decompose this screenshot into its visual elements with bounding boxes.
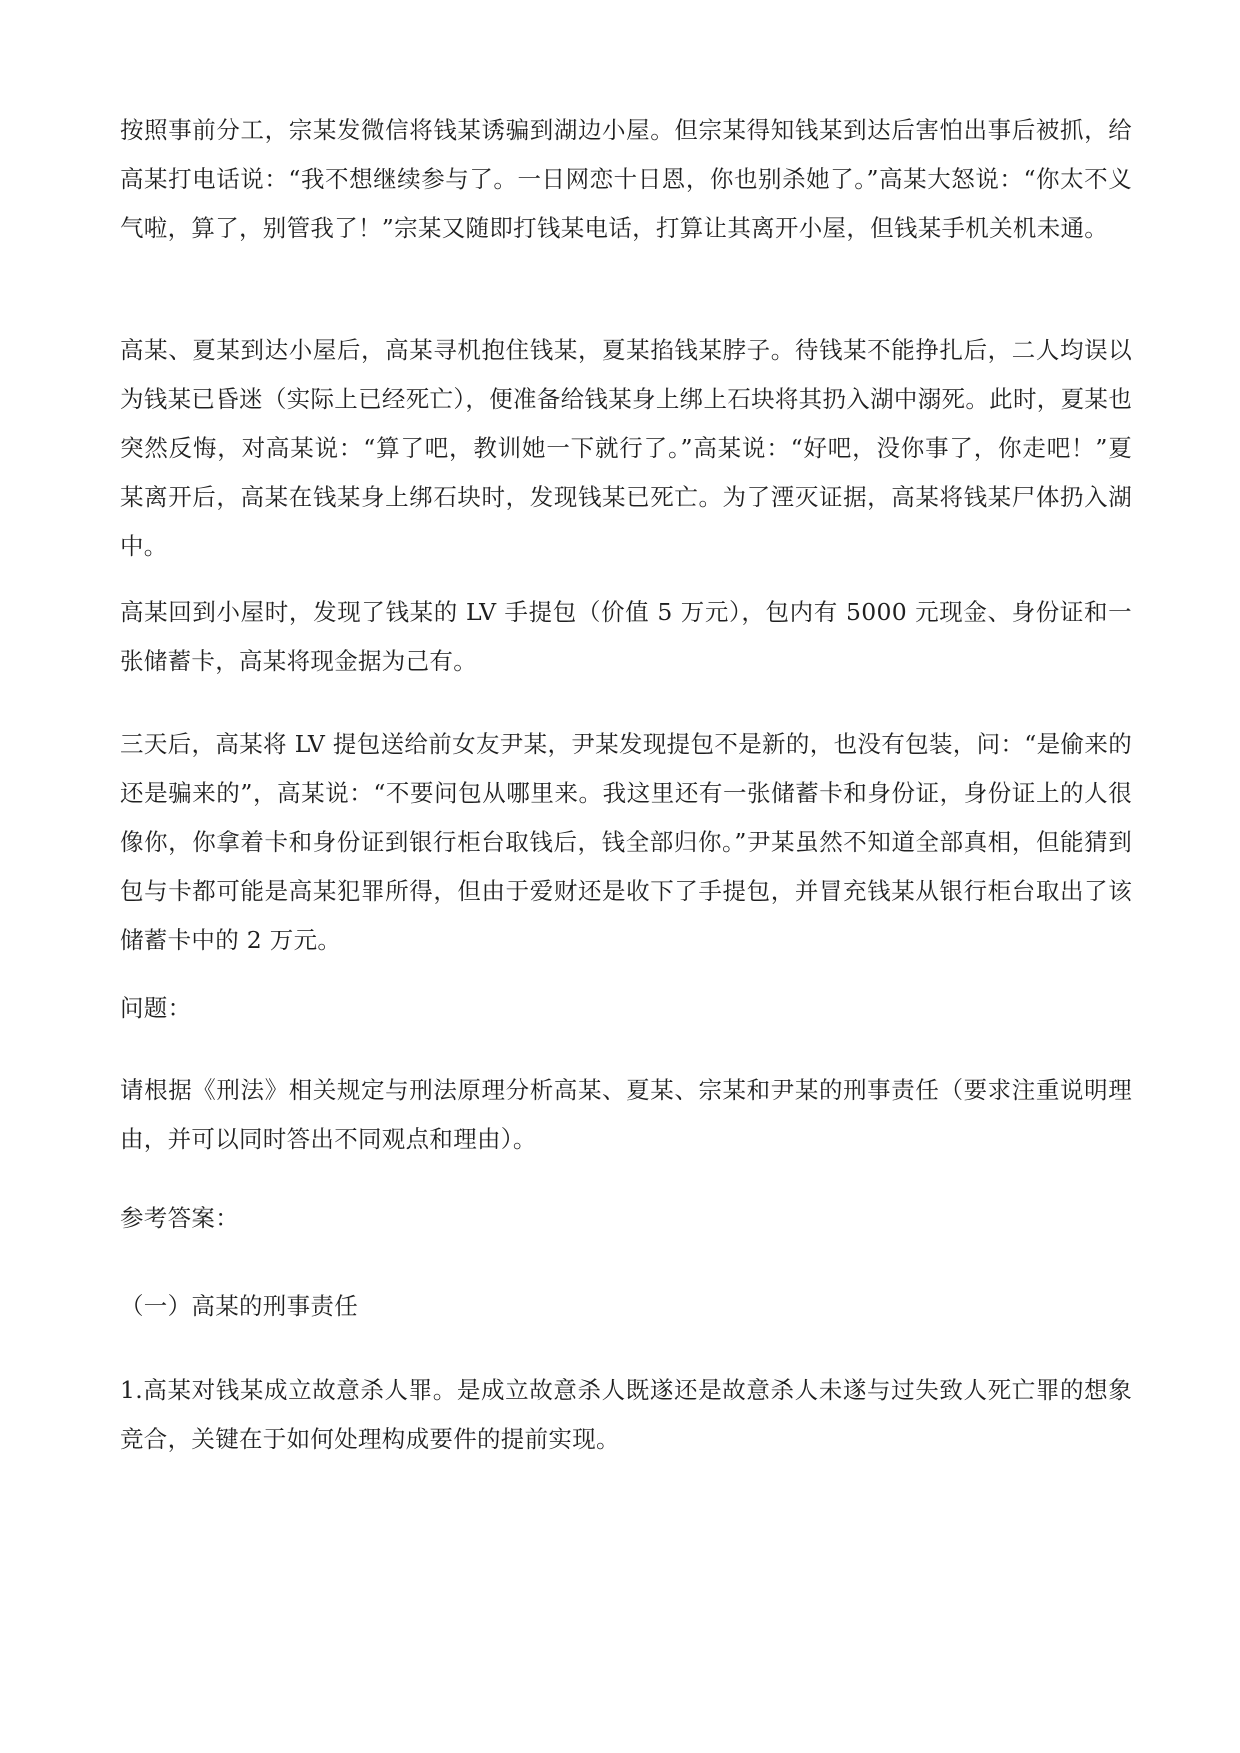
answer-point-1: 1.高某对钱某成立故意杀人罪。是成立故意杀人既遂还是故意杀人未遂与过失致人死亡罪的想象竞合，关键在于如何处理构成要件的提前实现。 bbox=[120, 1376, 1132, 1453]
case-paragraph-4: 三天后，高某将 LV 提包送给前女友尹某，尹某发现提包不是新的，也没有包装，问：“是偷来的还是骗来的”，高某说：“不要问包从哪里来。我这里还有一张储蓄卡和身份证，身份证上的人很像你，你拿着卡和身份证到银行柜台取钱后，钱全部归你。”尹某虽然不知道全部真相，但能猜到包与卡都可能是高某犯罪所得，但由于爱财还是收下了手提包，并冒充钱某从银行柜台取出了该储蓄卡中的 2 万元。 bbox=[120, 730, 1132, 954]
section-heading-gao: （一）高某的刑事责任 bbox=[120, 1292, 358, 1320]
case-paragraph-2: 高某、夏某到达小屋后，高某寻机抱住钱某，夏某掐钱某脖子。待钱某不能挣扎后，二人均误以为钱某已昏迷（实际上已经死亡），便准备给钱某身上绑上石块将其扔入湖中溺死。此时，夏某也突然反悔，对高某说：“算了吧，教训她一下就行了。”高某说：“好吧，没你事了，你走吧！”夏某离开后，高某在钱某身上绑石块时，发现钱某已死亡。为了湮灭证据，高某将钱某尸体扔入湖中。 bbox=[120, 336, 1132, 560]
question-text: 请根据《刑法》相关规定与刑法原理分析高某、夏某、宗某和尹某的刑事责任（要求注重说明理由，并可以同时答出不同观点和理由）。 bbox=[120, 1076, 1132, 1153]
question-heading: 问题： bbox=[120, 994, 192, 1022]
case-paragraph-1: 按照事前分工，宗某发微信将钱某诱骗到湖边小屋。但宗某得知钱某到达后害怕出事后被抓，给高某打电话说：“我不想继续参与了。一日网恋十日恩，你也别杀她了。”高某大怒说：“你太不义气啦，算了，别管我了！”宗某又随即打钱某电话，打算让其离开小屋，但钱某手机关机未通。 bbox=[120, 116, 1132, 242]
answer-heading: 参考答案： bbox=[120, 1204, 239, 1232]
case-paragraph-3: 高某回到小屋时，发现了钱某的 LV 手提包（价值 5 万元），包内有 5000 元现金、身份证和一张储蓄卡，高某将现金据为己有。 bbox=[120, 598, 1132, 675]
